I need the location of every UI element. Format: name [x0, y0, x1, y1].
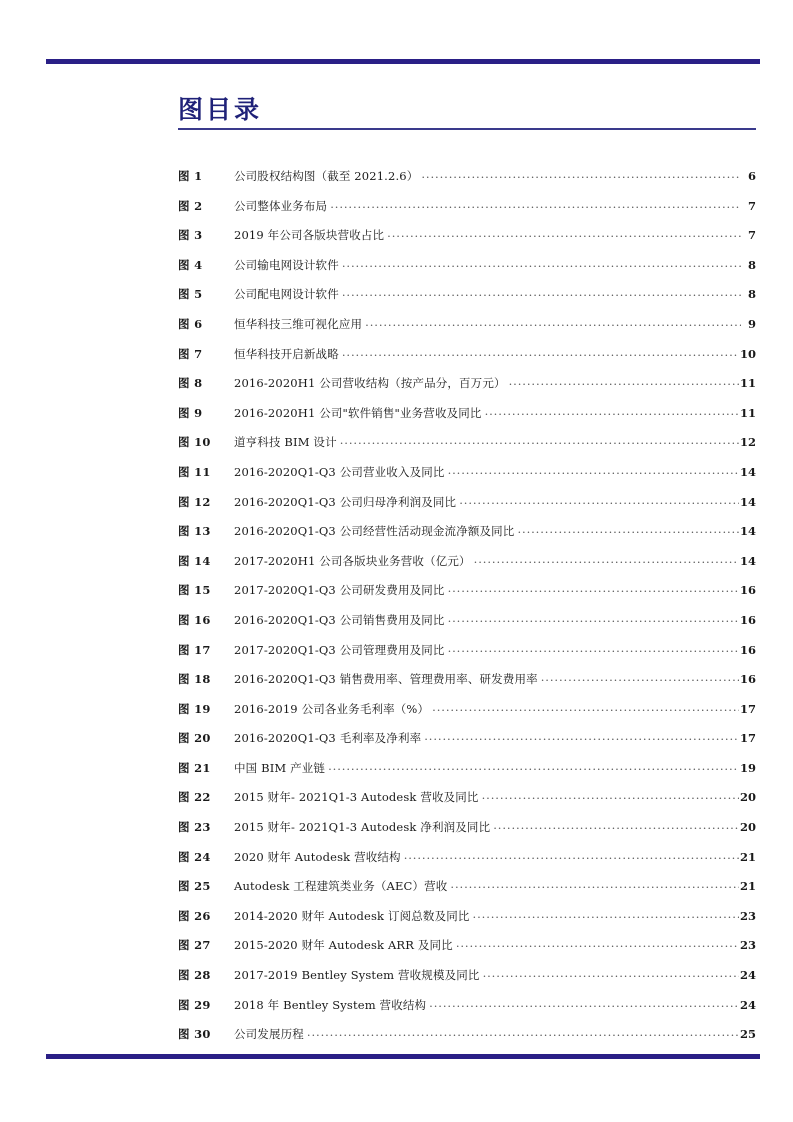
toc-leader-dots	[340, 434, 739, 446]
toc-entry-title: 2020 财年 Autodesk 营收结构	[234, 849, 401, 864]
toc-entry[interactable]	[178, 1026, 756, 1056]
toc-entry-title: 公司发展历程	[234, 1027, 304, 1042]
toc-entry[interactable]	[178, 671, 756, 701]
toc-entry-label: 图 17	[178, 642, 211, 657]
toc-entry-page-number: 20	[739, 820, 756, 835]
toc-entry-label: 图 4	[178, 257, 203, 272]
toc-entry[interactable]	[178, 701, 756, 731]
toc-entry[interactable]	[178, 405, 756, 435]
toc-entry-title: 2014-2020 财年 Autodesk 订阅总数及同比	[234, 908, 470, 923]
toc-entry[interactable]	[178, 582, 756, 612]
toc-entry[interactable]	[178, 434, 756, 464]
toc-entry-page-number: 20	[739, 790, 756, 805]
toc-entry[interactable]	[178, 612, 756, 642]
toc-entry-page-number: 25	[739, 1027, 756, 1042]
toc-entry-label: 图 21	[178, 760, 211, 775]
toc-entry-title: 公司股权结构图（截至 2021.2.6）	[234, 169, 419, 183]
toc-entry-page-number: 11	[739, 376, 756, 391]
toc-entry-page-number: 9	[747, 316, 756, 331]
toc-entry-title: 2018 年 Bentley System 营收结构	[234, 997, 427, 1012]
toc-leader-dots	[474, 553, 739, 565]
toc-entry-page-number: 16	[739, 612, 756, 627]
toc-entry-label: 图 23	[178, 820, 211, 835]
toc-entry-label: 图 12	[178, 494, 211, 509]
toc-entry[interactable]	[178, 937, 756, 967]
toc-entry-title: Autodesk 工程建筑类业务（AEC）营收	[234, 879, 448, 894]
toc-entry-page-number: 14	[739, 553, 756, 568]
toc-entry-title: 2015-2020 财年 Autodesk ARR 及同比	[234, 938, 453, 953]
toc-leader-dots	[517, 523, 739, 535]
toc-entry-label: 图 13	[178, 524, 211, 539]
toc-leader-dots	[473, 908, 739, 920]
toc-entry[interactable]	[178, 760, 756, 790]
page-title-block	[178, 95, 756, 130]
toc-entry-page-number: 17	[739, 731, 756, 746]
toc-entry-label: 图 14	[178, 553, 211, 568]
toc-leader-dots	[429, 997, 739, 1009]
toc-entry[interactable]	[178, 168, 756, 198]
toc-entry-page-number: 10	[739, 346, 756, 361]
toc-entry[interactable]	[178, 819, 756, 849]
toc-entry[interactable]	[178, 375, 756, 405]
toc-entry-title: 中国 BIM 产业链	[234, 760, 326, 775]
toc-entry-title: 恒华科技三维可视化应用	[234, 316, 363, 331]
toc-entry-title: 2016-2020Q1-Q3 公司经营性活动现金流净额及同比	[234, 524, 515, 539]
toc-leader-dots	[387, 227, 741, 239]
toc-entry[interactable]	[178, 642, 756, 672]
toc-entry-label: 图 24	[178, 849, 211, 864]
toc-entry-title: 2015 财年- 2021Q1-3 Autodesk 营收及同比	[234, 790, 479, 805]
toc-entry[interactable]	[178, 997, 756, 1027]
toc-entry[interactable]	[178, 789, 756, 819]
toc-entry[interactable]	[178, 346, 756, 376]
toc-leader-dots	[448, 464, 739, 476]
toc-leader-dots	[330, 198, 741, 210]
toc-entry-page-number: 7	[747, 228, 756, 243]
toc-entry-title: 2017-2020Q1-Q3 公司管理费用及同比	[234, 642, 445, 657]
toc-entry-label: 图 27	[178, 938, 211, 953]
toc-entry-label: 图 8	[178, 376, 203, 391]
toc-entry-title: 恒华科技开启新战略	[234, 346, 339, 361]
toc-entry-title: 2016-2020H1 公司营收结构（按产品分，百万元）	[234, 376, 506, 391]
toc-entry[interactable]	[178, 464, 756, 494]
toc-entry-page-number: 23	[739, 938, 756, 953]
toc-entry-title: 2017-2020Q1-Q3 公司研发费用及同比	[234, 583, 445, 598]
title-underline	[178, 128, 756, 130]
toc-entry[interactable]	[178, 227, 756, 257]
toc-entry-page-number: 14	[739, 464, 756, 479]
toc-entry[interactable]	[178, 849, 756, 879]
toc-entry-title: 2015 财年- 2021Q1-3 Autodesk 净利润及同比	[234, 820, 491, 835]
toc-entry-label: 图 9	[178, 405, 203, 420]
toc-leader-dots	[485, 405, 739, 417]
toc-entry-page-number: 6	[747, 169, 756, 183]
toc-entry-title: 公司整体业务布局	[234, 198, 328, 213]
toc-entry-label: 图 7	[178, 346, 203, 361]
toc-entry-label: 图 16	[178, 612, 211, 627]
toc-entry[interactable]	[178, 286, 756, 316]
toc-entry-title: 2016-2020Q1-Q3 公司归母净利润及同比	[234, 494, 457, 509]
toc-entry-page-number: 24	[739, 997, 756, 1012]
toc-leader-dots	[448, 582, 739, 594]
toc-entry-title: 2019 年公司各版块营收占比	[234, 228, 385, 243]
toc-entry[interactable]	[178, 316, 756, 346]
toc-leader-dots	[448, 612, 739, 624]
toc-leader-dots	[421, 168, 741, 180]
toc-entry-title: 2016-2020Q1-Q3 公司营业收入及同比	[234, 464, 445, 479]
toc-leader-dots	[424, 730, 739, 742]
toc-entry-label: 图 18	[178, 672, 211, 687]
toc-entry[interactable]	[178, 553, 756, 583]
toc-entry-title: 2017-2020H1 公司各版块业务营收（亿元）	[234, 553, 471, 568]
toc-entry[interactable]	[178, 198, 756, 228]
toc-entry[interactable]	[178, 730, 756, 760]
toc-entry-label: 图 3	[178, 228, 203, 243]
toc-entry[interactable]	[178, 257, 756, 287]
toc-entry-label: 图 11	[178, 464, 211, 479]
toc-leader-dots	[483, 967, 739, 979]
toc-entry-page-number: 16	[739, 672, 756, 687]
toc-leader-dots	[456, 937, 739, 949]
toc-entry-label: 图 22	[178, 790, 211, 805]
toc-entry-label: 图 28	[178, 968, 211, 983]
toc-entry-title: 2017-2019 Bentley System 营收规模及同比	[234, 968, 480, 983]
toc-leader-dots	[509, 375, 739, 387]
toc-entry-label: 图 25	[178, 879, 211, 894]
toc-leader-dots	[541, 671, 739, 683]
toc-entry-page-number: 21	[739, 849, 756, 864]
toc-entry-page-number: 16	[739, 642, 756, 657]
toc-entry-page-number: 14	[739, 524, 756, 539]
toc-entry-label: 图 6	[178, 316, 203, 331]
toc-entry-page-number: 16	[739, 583, 756, 598]
toc-entry-title: 2016-2020Q1-Q3 毛利率及净利率	[234, 731, 422, 746]
toc-entry-page-number: 11	[739, 405, 756, 420]
toc-entry[interactable]	[178, 967, 756, 997]
toc-entry-title: 2016-2020Q1-Q3 销售费用率、管理费用率、研发费用率	[234, 672, 538, 687]
toc-entry-page-number: 8	[747, 257, 756, 272]
footer-rule	[46, 1054, 760, 1059]
toc-entry-label: 图 15	[178, 583, 211, 598]
toc-entry-label: 图 10	[178, 435, 211, 450]
toc-entry-label: 图 5	[178, 287, 203, 302]
toc-entry-page-number: 14	[739, 494, 756, 509]
header-rule	[46, 59, 760, 64]
toc-leader-dots	[493, 819, 739, 831]
toc-entry-label: 图 2	[178, 198, 203, 213]
toc-leader-dots	[450, 878, 739, 890]
toc-entry-page-number: 24	[739, 968, 756, 983]
toc-entry[interactable]	[178, 878, 756, 908]
toc-entry-title: 公司配电网设计软件	[234, 287, 339, 302]
toc-leader-dots	[432, 701, 739, 713]
toc-leader-dots	[404, 849, 739, 861]
toc-leader-dots	[482, 789, 739, 801]
toc-leader-dots	[459, 494, 739, 506]
toc-entry-label: 图 20	[178, 731, 211, 746]
toc-leader-dots	[365, 316, 741, 328]
toc-leader-dots	[328, 760, 739, 772]
toc-entry-page-number: 19	[739, 760, 756, 775]
toc-entry-label: 图 26	[178, 908, 211, 923]
toc-entry-label: 图 29	[178, 997, 211, 1012]
toc-entry-label: 图 19	[178, 701, 211, 716]
toc-leader-dots	[342, 257, 741, 269]
toc-entry-title: 2016-2020H1 公司"软件销售"业务营收及同比	[234, 405, 482, 420]
toc-entry-page-number: 12	[739, 435, 756, 450]
toc-entry-page-number: 21	[739, 879, 756, 894]
toc-entry[interactable]	[178, 494, 756, 524]
toc-entry-title: 公司输电网设计软件	[234, 257, 339, 272]
toc-leader-dots	[342, 286, 741, 298]
toc-leader-dots	[448, 642, 739, 654]
toc-leader-dots	[307, 1026, 739, 1038]
toc-entry[interactable]	[178, 523, 756, 553]
toc-leader-dots	[342, 346, 739, 358]
toc-entry-page-number: 23	[739, 908, 756, 923]
figure-table-of-contents	[178, 168, 756, 1056]
toc-entry-title: 2016-2019 公司各业务毛利率（%）	[234, 701, 430, 716]
page-title: 图目录	[178, 95, 263, 124]
toc-entry-title: 道亨科技 BIM 设计	[234, 435, 337, 450]
toc-entry-page-number: 7	[747, 198, 756, 213]
toc-entry-page-number: 17	[739, 701, 756, 716]
toc-entry[interactable]	[178, 908, 756, 938]
toc-entry-label: 图 1	[178, 169, 203, 183]
toc-entry-label: 图 30	[178, 1027, 211, 1042]
toc-entry-title: 2016-2020Q1-Q3 公司销售费用及同比	[234, 612, 445, 627]
toc-entry-page-number: 8	[747, 287, 756, 302]
